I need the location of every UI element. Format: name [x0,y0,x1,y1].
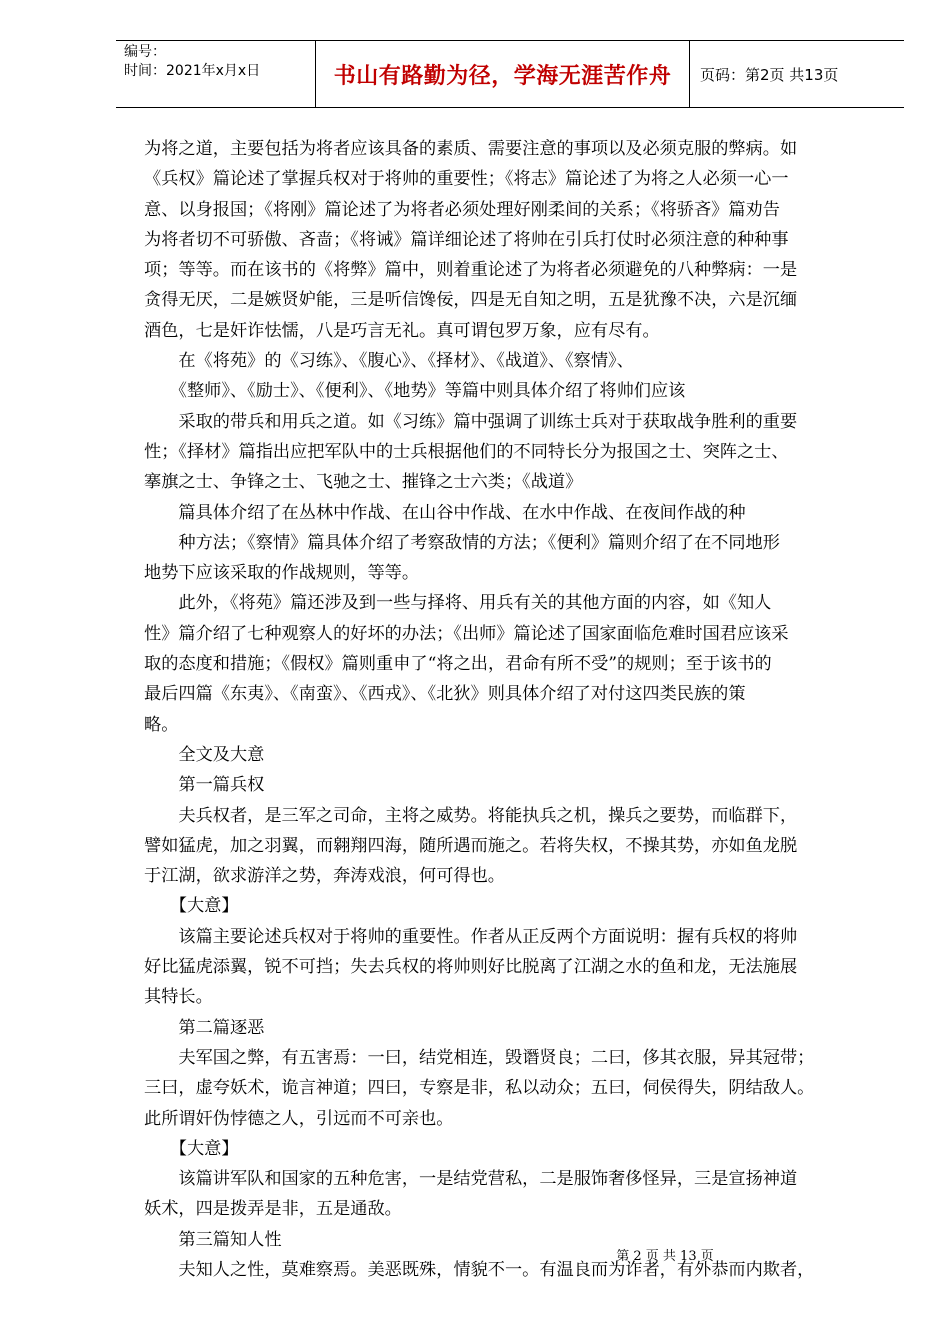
text-line: 第三篇知人性 [144,1229,282,1250]
text-line: 最后四篇《东夷》、《南蛮》、《西戎》、《北狄》则具体介绍了对付这四类民族的策 [144,684,746,705]
text-line: 【大意】 [144,896,239,917]
document-body [144,134,881,1285]
text-line: 贪得无厌，二是嫉贤妒能，三是听信馋佞，四是无自知之明，五是犹豫不决，六是沉缅 [144,290,798,311]
text-line: 搴旗之士、争锋之士、飞驰之士、摧锋之士六类；《战道》 [144,472,583,493]
text-line: 此外，《将苑》篇还涉及到一些与择将、用兵有关的其他方面的内容，如《知人 [144,593,772,614]
text-line: 为将之道，主要包括为将者应该具备的素质、需要注意的事项以及必须克服的弊病。如 [144,139,798,159]
document-code-label: 编号： [124,44,166,60]
text-line: 酒色，七是奸诈怯懦，八是巧言无礼。真可谓包罗万象，应有尽有。 [144,320,660,341]
header-page-info: 页码：第2页 共13页 [700,65,839,84]
text-line: 篇具体介绍了在丛林中作战、在山谷中作战、在水中作战、在夜间作战的种 [144,502,746,523]
text-line: 该篇主要论述兵权对于将帅的重要性。作者从正反两个方面说明：握有兵权的将帅 [144,926,798,947]
text-line: 于江湖，欲求游洋之势，奔涛戏浪，何可得也。 [144,866,505,887]
text-line: 略。 [144,714,179,735]
text-line: 意、以身报国；《将刚》篇论述了为将者必须处理好刚柔间的关系；《将骄吝》篇劝告 [144,199,780,220]
text-line: 夫军国之弊，有五害焉：一曰，结党相连，毁谮贤良；二曰，侈其衣服，异其冠带； [144,1047,815,1068]
text-line: 夫兵权者，是三军之司命，主将之威势。将能执兵之机，操兵之要势，而临群下， [144,805,798,826]
text-line: 采取的带兵和用兵之道。如《习练》篇中强调了训练士兵对于获取战争胜利的重要 [144,411,798,432]
text-line: 妖术，四是拨弄是非，五是通敌。 [144,1199,402,1220]
text-line: 种方法；《察情》篇具体介绍了考察敌情的方法；《便利》篇则介绍了在不同地形 [144,532,780,553]
text-line: 【大意】 [144,1138,239,1159]
text-line: 三曰，虚夸妖术，诡言神道；四曰，专察是非，私以动众；五曰，伺侯得失，阴结敌人。 [144,1078,815,1099]
text-line: 为将者切不可骄傲、吝啬；《将诫》篇详细论述了将帅在引兵打仗时必须注意的种种事 [144,229,789,250]
text-line: 此所谓奸伪悖德之人，引远而不可亲也。 [144,1108,454,1129]
text-line: 地势下应该采取的作战规则，等等。 [144,563,420,584]
text-line: 夫知人之性，莫难察焉。美恶既殊，情貌不一。有温良而为诈者，有外恭而内欺者， [144,1259,815,1280]
text-line: 譬如猛虎，加之羽翼，而翱翔四海，随所遇而施之。若将失权，不操其势，亦如鱼龙脱 [144,835,798,856]
text-line: 在《将苑》的《习练》、《腹心》、《择材》、《战道》、《察情》、 [144,351,634,372]
text-line: 项；等等。而在该书的《将弊》篇中，则着重论述了为将者必须避免的八种弊病：一是 [144,260,798,281]
document-time: 时间：2021年x月x日 [124,63,261,79]
text-line: 性》篇介绍了七种观察人的好坏的办法；《出师》篇论述了国家面临危难时国君应该采 [144,623,789,644]
text-line: 其特长。 [144,987,213,1008]
text-line: 取的态度和措施；《假权》篇则重申了“将之出，君命有所不受”的规则；至于该书的 [144,654,772,675]
page-header [116,40,904,108]
page-footer: 第 2 页 共 13 页 [616,1249,714,1264]
text-line: 该篇讲军队和国家的五种危害，一是结党营私，二是服饰奢侈怪异，三是宣扬神道 [144,1169,798,1190]
header-meta [116,41,316,107]
text-line: 第二篇逐恶 [144,1017,265,1038]
header-motto: 书山有路勤为径，学海无涯苦作舟 [316,41,690,107]
text-line: 第一篇兵权 [144,775,265,796]
text-line: 《整师》、《励士》、《便利》、《地势》等篇中则具体介绍了将帅们应该 [144,381,686,402]
text-line: 《兵权》篇论述了掌握兵权对于将帅的重要性；《将志》篇论述了为将之人必须一心一 [144,169,789,190]
text-line: 性；《择材》篇指出应把军队中的士兵根据他们的不同特长分为报国之士、突阵之士、 [144,441,789,462]
text-line: 好比猛虎添翼，锐不可挡；失去兵权的将帅则好比脱离了江湖之水的鱼和龙，无法施展 [144,957,798,978]
text-line: 全文及大意 [144,744,265,765]
